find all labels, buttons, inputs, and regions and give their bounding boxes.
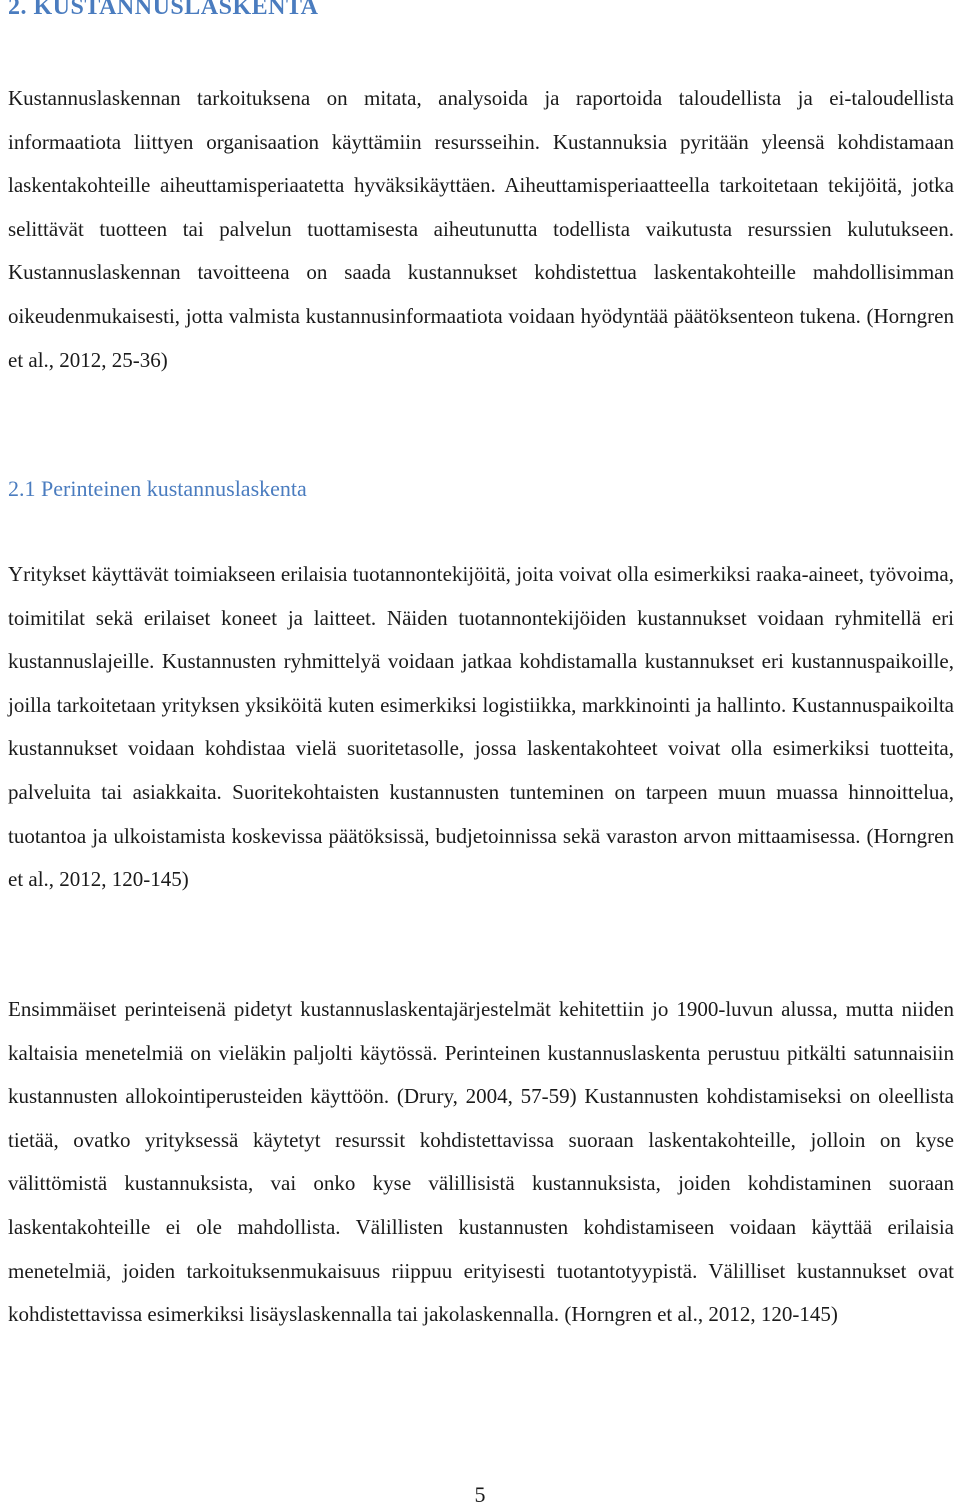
chapter-heading: 2. KUSTANNUSLASKENTA xyxy=(8,0,319,20)
page-number: 5 xyxy=(474,1482,486,1507)
paragraph-intro: Kustannuslaskennan tarkoituksena on mitata, analysoida ja raportoida taloudellista ja ei-taloudellista informaatiota liittyen organisaation käyttämiin resursseihin. Kustannuksia pyritään yleensä kohdistamaan laskentakohteille aiheuttamisperiaatetta hyväksikäyttäen. Aiheuttamisperiaatteella tarkoitetaan tekijöitä, jotka selittävät tuotteen tai palvelun tuottamisesta aiheutunutta todellista vaikutusta resurssien kulutukseen. Kustannuslaskennan tavoitteena on saada kustannukset kohdistettua laskentakohteille mahdollisimman oikeudenmukaisesti, jotta valmista kustannusinformaatiota voidaan hyödyntää päätöksenteon tukena. (Horngren et al., 2012, 25-36) xyxy=(8,86,954,372)
paragraph-production-factors: Yritykset käyttävät toimiakseen erilaisia tuotannontekijöitä, joita voivat olla esimerkiksi raaka-aineet, työvoima, toimitilat sekä erilaiset koneet ja laitteet. Näiden tuotannontekijöiden kustannukset voidaan ryhmitellä eri kustannuslajeille. Kustannusten ryhmittelyä voidaan jatkaa kohdistamalla kustannukset eri kustannuspaikoille, joilla tarkoitetaan yrityksen yksiköitä kuten esimerkiksi logistiikka, markkinointi ja hallinto. Kustannuspaikoilta kustannukset voidaan kohdistaa vielä suoritetasolle, jossa laskentakohteet voivat olla esimerkiksi tuotteita, palveluita tai asiakkaita. Suoritekohtaisten kustannusten tunteminen on tarpeen muun muassa hinnoittelua, tuotantoa ja ulkoistamista koskevissa päätöksissä, budjetoinnissa sekä varaston arvon mittaamisessa. (Horngren et al., 2012, 120-145) xyxy=(8,562,954,892)
paragraph-traditional-costing: Ensimmäiset perinteisenä pidetyt kustannuslaskentajärjestelmät kehitettiin jo 1900-luvun alussa, mutta niiden kaltaisia menetelmiä on vieläkin paljolti käytössä. Perinteinen kustannuslaskenta perustuu pitkälti satunnaisiin kustannusten allokointiperusteiden käyttöön. (Drury, 2004, 57-59) Kustannusten kohdistamiseksi on oleellista tietää, ovatko yrityksessä käytetyt resurssit kohdistettavissa suoraan laskentakohteille, jolloin on kyse välittömistä kustannuksista, vai onko kyse välillisistä kustannuksista, joiden kohdistaminen suoraan laskentakohteille ei ole mahdollista. Välillisten kustannusten kohdistamiseen voidaan käyttää erilaisia menetelmiä, joiden tarkoituksenmukaisuus riippuu erityisesti tuotantotyypistä. Välilliset kustannukset ovat kohdistettavissa esimerkiksi lisäyslaskennalla tai jakolaskennalla. (Horngren et al., 2012, 120-145) xyxy=(8,997,954,1327)
section-heading: 2.1 Perinteinen kustannuslaskenta xyxy=(8,476,307,501)
